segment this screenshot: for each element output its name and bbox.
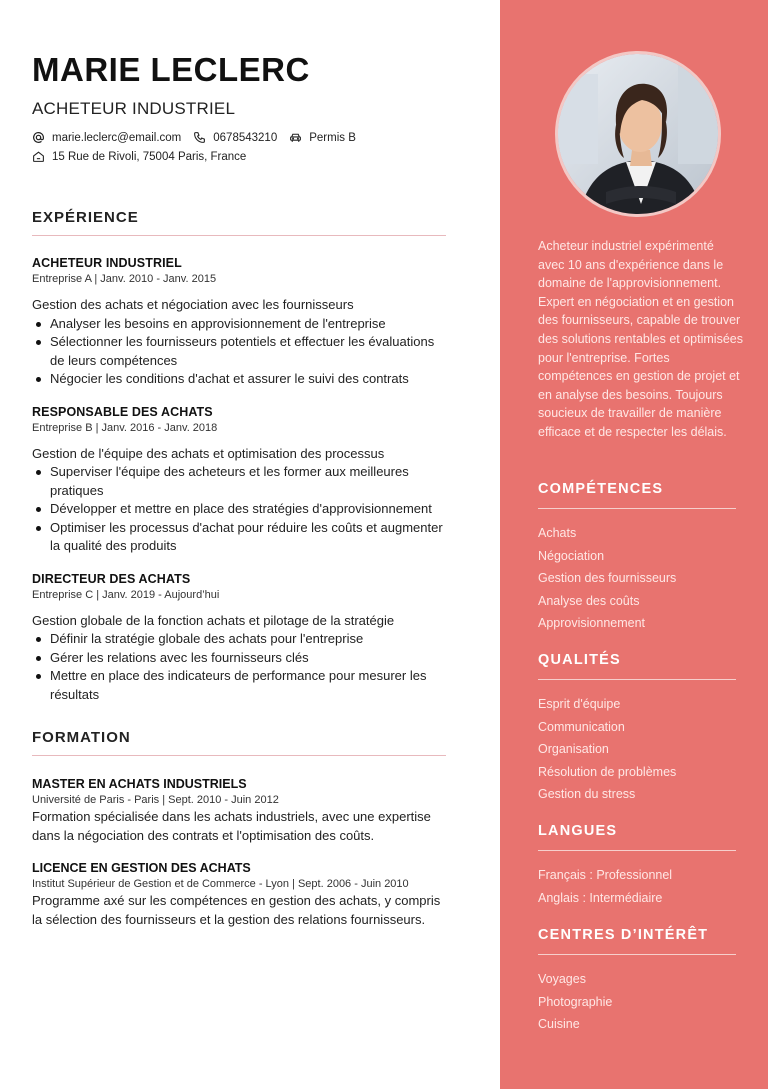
job-bullet: Optimiser les processus d'achat pour réduire les coûts et augmenter la qualité des produits — [32, 519, 452, 556]
languages-section — [538, 823, 736, 909]
skill-item: Analyse des coûts — [538, 593, 640, 608]
phone-icon — [193, 131, 206, 144]
home-icon — [32, 150, 45, 163]
quality-item: Résolution de problèmes — [538, 764, 677, 779]
education-heading: FORMATION — [32, 729, 131, 746]
job-bullets — [32, 463, 468, 556]
job-role: RESPONSABLE DES ACHATS — [32, 404, 213, 419]
skills-list — [538, 522, 736, 635]
interest-item: Voyages — [538, 972, 586, 986]
job-bullets — [32, 315, 468, 389]
candidate-name: MARIE LECLERC — [32, 51, 310, 88]
edu-degree: LICENCE EN GESTION DES ACHATS — [32, 861, 251, 875]
profile-photo — [555, 51, 721, 217]
job-entry — [32, 405, 468, 556]
job-bullet: Gérer les relations avec les fournisseurs clés — [32, 649, 452, 668]
job-entry — [32, 572, 468, 705]
skill-item: Négociation — [538, 548, 605, 563]
interest-item: Photographie — [538, 994, 613, 1009]
experience-section — [32, 209, 468, 704]
job-bullet: Négocier les conditions d'achat et assurer le suivi des contrats — [32, 370, 452, 389]
edu-description: Programme axé sur les compétences en gestion des achats, y compris la sélection des fournisseurs et la gestion des relations fournisseurs. — [32, 893, 441, 927]
address-row — [32, 150, 468, 163]
candidate-title: ACHETEUR INDUSTRIEL — [32, 99, 236, 118]
job-summary: Gestion globale de la fonction achats et pilotage de la stratégie — [32, 612, 395, 628]
address-text: 15 Rue de Rivoli, 75004 Paris, France — [52, 150, 247, 163]
language-item: Anglais : Intermédiaire — [538, 890, 663, 905]
contact-row — [32, 131, 468, 144]
skills-section — [538, 481, 736, 635]
job-meta: Entreprise C | Janv. 2019 - Aujourd’hui — [32, 588, 220, 601]
qualities-list — [538, 693, 736, 806]
section-divider — [538, 954, 736, 955]
education-entry — [32, 777, 468, 845]
job-bullet: Sélectionner les fournisseurs potentiels et effectuer les évaluations de leurs compétences — [32, 333, 452, 370]
job-summary: Gestion de l'équipe des achats et optimisation des processus — [32, 445, 385, 461]
section-divider — [538, 508, 736, 509]
interest-item: Cuisine — [538, 1017, 580, 1031]
job-bullets — [32, 630, 468, 704]
job-summary: Gestion des achats et négociation avec les fournisseurs — [32, 297, 354, 312]
edu-degree: MASTER EN ACHATS INDUSTRIELS — [32, 777, 247, 791]
quality-item: Gestion du stress — [538, 787, 636, 801]
qualities-heading: QUALITÉS — [538, 652, 621, 668]
job-bullet: Définir la stratégie globale des achats pour l'entreprise — [32, 630, 452, 649]
quality-item: Communication — [538, 719, 625, 734]
skill-item: Gestion des fournisseurs — [538, 571, 677, 585]
qualities-section — [538, 652, 736, 806]
job-bullet: Développer et mettre en place des stratégies d'approvisionnement — [32, 500, 452, 519]
skill-item: Approvisionnement — [538, 616, 646, 630]
section-divider — [32, 755, 446, 756]
section-divider — [538, 679, 736, 680]
email-text: marie.leclerc@email.com — [52, 131, 182, 144]
job-bullet: Analyser les besoins en approvisionnement de l'entreprise — [32, 315, 452, 334]
education-section — [32, 729, 468, 929]
phone-text: 0678543210 — [213, 131, 278, 144]
interests-heading: CENTRES D’INTÉRÊT — [538, 927, 709, 943]
quality-item: Esprit d'équipe — [538, 697, 621, 711]
sidebar — [500, 0, 768, 1089]
interests-list — [538, 968, 736, 1036]
at-icon — [32, 131, 45, 144]
edu-meta: Université de Paris - Paris | Sept. 2010 - Juin 2012 — [32, 794, 279, 806]
license-text: Permis B — [309, 131, 356, 144]
job-bullet: Mettre en place des indicateurs de performance pour mesurer les résultats — [32, 667, 452, 704]
job-meta: Entreprise A | Janv. 2010 - Janv. 2015 — [32, 273, 217, 285]
section-divider — [538, 850, 736, 851]
education-entry — [32, 861, 468, 929]
phone-item — [193, 131, 277, 144]
job-role: ACHETEUR INDUSTRIEL — [32, 256, 182, 270]
address-item — [32, 150, 246, 163]
job-entry — [32, 256, 468, 389]
edu-meta: Institut Supérieur de Gestion et de Commerce - Lyon | Sept. 2006 - Juin 2010 — [32, 878, 409, 890]
languages-heading: LANGUES — [538, 823, 618, 839]
profile-summary: Acheteur industriel expérimenté avec 10 ans d'expérience dans le domaine de l'approvisionnement. Expert en négociation et en gestion des fournisseurs, capable de trouver des solutions rentables et optimisées pour l'entreprise. Fortes compétences en gestion de projet et en analyse des besoins. Toujours soucieux de travailler de manière efficace et de respecter les délais. — [538, 239, 743, 439]
car-icon — [289, 131, 302, 144]
license-item — [289, 131, 356, 144]
portrait-image — [558, 54, 721, 217]
interests-section — [538, 927, 736, 1036]
email-item — [32, 131, 181, 144]
language-item: Français : Professionnel — [538, 868, 673, 882]
job-role: DIRECTEUR DES ACHATS — [32, 571, 191, 586]
skill-item: Achats — [538, 526, 577, 540]
job-meta: Entreprise B | Janv. 2016 - Janv. 2018 — [32, 421, 218, 434]
languages-list — [538, 864, 736, 909]
skills-heading: COMPÉTENCES — [538, 481, 664, 497]
job-bullet: Superviser l'équipe des acheteurs et les former aux meilleures pratiques — [32, 463, 452, 500]
edu-description: Formation spécialisée dans les achats industriels, avec une expertise dans la négociation des contrats et l'optimisation des coûts. — [32, 809, 431, 843]
experience-heading: EXPÉRIENCE — [32, 209, 139, 226]
section-divider — [32, 235, 446, 236]
quality-item: Organisation — [538, 742, 609, 756]
